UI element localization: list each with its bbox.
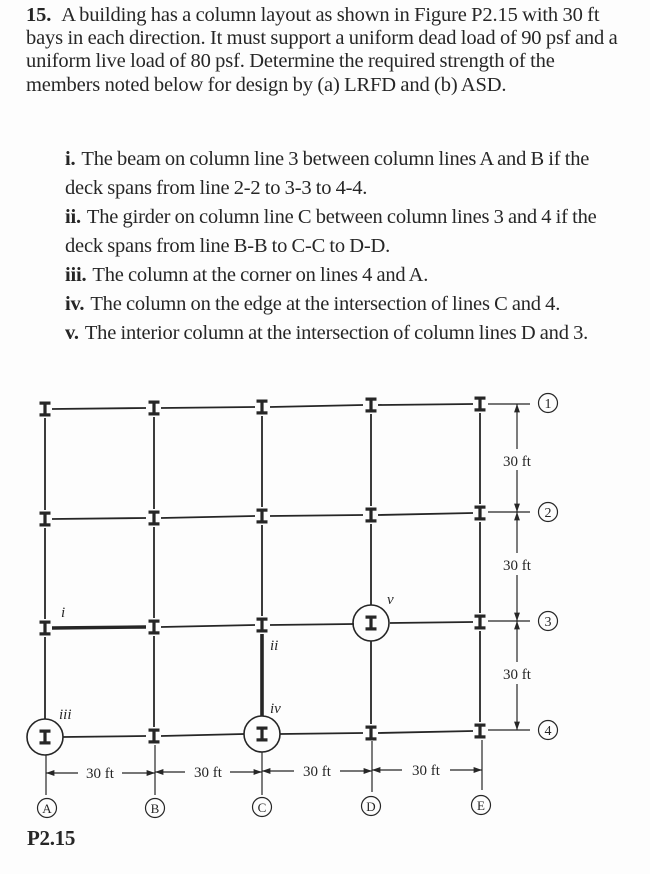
row-marker-3: 3 xyxy=(544,615,552,630)
column-D4 xyxy=(366,726,377,741)
dim-A-B: 30 ft xyxy=(86,766,114,782)
beam-i xyxy=(52,627,146,628)
problem-intro: A building has a column layout as shown in Figure P2.15 with 30 ft bays in each direction. It must support a uniform dead load of 90 psf and a uniform live load of 80 psf. Determine the required strength of the members noted below for design by (a) LRFD and (b) ASD. xyxy=(26,4,618,96)
column-D1 xyxy=(366,398,377,413)
sub-item-text: The beam on column line 3 between column lines A and B if the deck spans from line 2-2 to 3-3 to 4-4. xyxy=(65,148,590,199)
column-marker-D: D xyxy=(366,799,376,814)
column-D2 xyxy=(366,508,377,523)
row-4-beams xyxy=(63,731,473,737)
column-C1 xyxy=(257,400,268,415)
column-C2 xyxy=(257,509,268,524)
column-B1 xyxy=(149,401,160,416)
dim-1-2: 30 ft xyxy=(503,454,531,470)
sub-item-label: i. xyxy=(65,148,76,170)
column-A1 xyxy=(40,402,51,417)
column-marker-B: B xyxy=(150,801,160,816)
row-marker-4: 4 xyxy=(544,724,552,739)
column-E4 xyxy=(475,724,486,739)
column-A3 xyxy=(40,621,51,636)
sub-item-label: iii. xyxy=(65,264,87,286)
column-E2 xyxy=(475,506,486,521)
label-i: i xyxy=(61,605,66,621)
label-v: v xyxy=(387,592,394,608)
grid xyxy=(27,404,480,755)
column-A2 xyxy=(40,512,51,527)
dim-C-D: 30 ft xyxy=(303,764,331,780)
column-B4 xyxy=(149,729,160,744)
column-marker-A: A xyxy=(42,801,52,816)
dim-B-C: 30 ft xyxy=(194,765,222,781)
column-E1 xyxy=(475,397,486,412)
row-markers xyxy=(539,394,558,740)
column-marker-E: E xyxy=(477,798,485,813)
sub-item-text: The girder on column line C between column lines 3 and 4 if the deck spans from line B-B to C-C to D-D. xyxy=(65,206,597,257)
sub-item-text: The column at the corner on lines 4 and A. xyxy=(92,264,429,286)
column-E3 xyxy=(475,615,486,630)
sub-item-label: ii. xyxy=(65,206,81,228)
column-A4 xyxy=(40,730,51,745)
column-C3 xyxy=(257,618,268,633)
column-C4 xyxy=(257,727,268,742)
column-marker-C: C xyxy=(257,800,267,815)
column-D3 xyxy=(366,616,377,631)
label-iii: iii xyxy=(59,707,72,723)
row-marker-2: 2 xyxy=(544,506,552,521)
sub-item-text: The interior column at the intersection of column lines D and 3. xyxy=(84,322,589,344)
sub-item-text: The column on the edge at the intersection of lines C and 4. xyxy=(90,293,561,315)
row-marker-1: 1 xyxy=(544,397,552,412)
figure-caption: P2.15 xyxy=(27,826,76,850)
column-B2 xyxy=(149,511,160,526)
problem-number: 15. xyxy=(26,4,52,26)
column-B3 xyxy=(149,620,160,635)
sub-item-label: v. xyxy=(65,322,79,344)
label-iv: iv xyxy=(270,701,281,717)
dim-D-E: 30 ft xyxy=(412,763,440,779)
label-ii: ii xyxy=(270,638,279,654)
member-labels xyxy=(59,592,394,723)
sub-item-label: iv. xyxy=(65,293,85,315)
dim-2-3: 30 ft xyxy=(503,558,531,574)
dim-3-4: 30 ft xyxy=(503,667,531,683)
